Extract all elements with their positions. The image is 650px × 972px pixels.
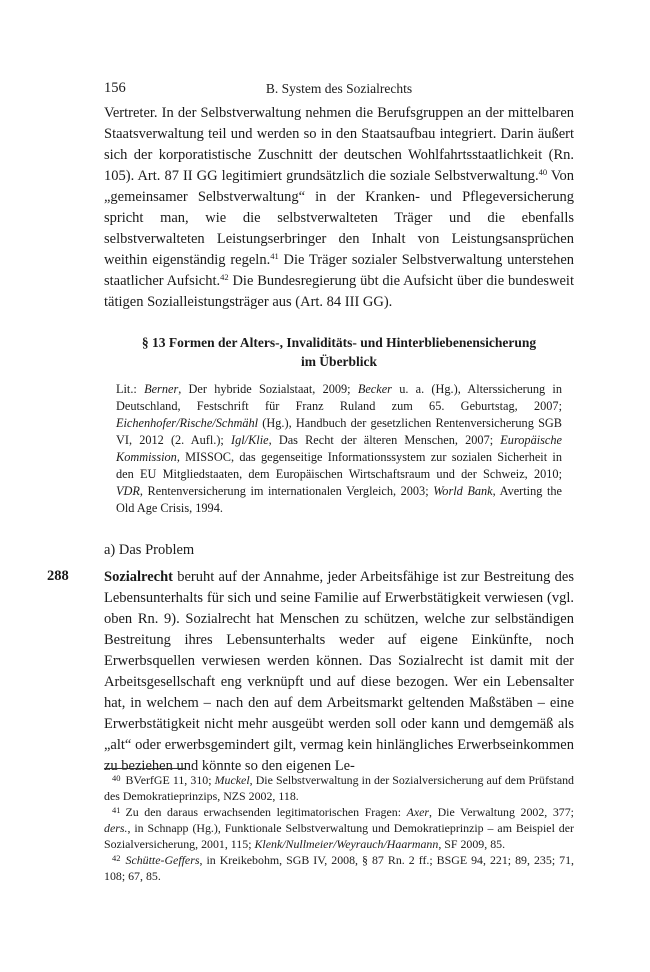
literature-list [116, 381, 562, 517]
citation-text: (Hg.), Handbuch der gesetzlichen Rentenversicherung SGB VI, 2012 (2. Aufl.); [116, 416, 562, 447]
author: Igl/Klie [231, 433, 269, 447]
section-heading-line: im Überblick [300, 354, 378, 369]
margin-number: 288 [47, 568, 69, 584]
footnote-text: , SF 2009, 85. [438, 837, 506, 851]
author: Europäische Kommission [116, 433, 562, 464]
author: ders. [104, 821, 128, 835]
footnote-ref-42[interactable]: 42 [220, 272, 229, 282]
footnote-ref-40[interactable]: 40 [538, 167, 548, 177]
lit-label: Lit.: [116, 382, 145, 396]
citation-text: u. a. (Hg.), Alterssicherung in Deutschland, Festschrift für Franz Ruland zum 65. Geburtstag, 2007; [116, 382, 562, 413]
footnote-text: , in Kreikebohm, SGB IV, 2008, § 87 Rn. 2 ff.; BSGE 94, 221; 89, 235; 71, 108; 67, 85. [104, 853, 574, 883]
paragraph-text: Die Bundesregierung übt die Aufsicht über die bundesweit tätigen Sozialleistungsträger aus (Art. 84 III GG). [104, 273, 574, 310]
citation-text: , Das Recht der älteren Menschen, 2007; [268, 433, 501, 447]
author: Axer [406, 805, 430, 819]
footnote-41: 41 Zu den daraus erwachsenden legitimatorischen Fragen: Axer, Die Verwaltung 2002, 377; ders., in Schnapp (Hg.), Funktionale Selbstverwaltung und Demokratieprinzip – am Beispiel der Sozialversicherung, 2001, 115; Klenk/Nullmeier/Weyrauch/Haarmann, SF 2009, 85. [104, 805, 574, 851]
author: Muckel [214, 773, 250, 787]
author: Eichenhofer/Rische/Schmähl [116, 416, 259, 430]
section-heading [104, 333, 574, 371]
citation-text: , Der hybride Sozialstaat, 2009; [178, 382, 358, 396]
footnote-40: 40 BVerfGE 11, 310; Muckel, Die Selbstverwaltung in der Sozialversicherung auf dem Prüfstand des Demokratieprinzips, NZS 2002, 118. [104, 773, 574, 803]
subsection-heading: a) Das Problem [104, 542, 195, 558]
citation-text: , MISSOC, das gegenseitige Informationssystem zur sozialen Sicherheit in den EU Mitgliedstaaten, dem Europäischen Wirtschaftsraum und der Schweiz, 2010; [116, 450, 562, 481]
footnote-42: 42 Schütte-Geffers, in Kreikebohm, SGB IV, 2008, § 87 Rn. 2 ff.; BSGE 94, 221; 89, 235; 71, 108; 67, 85. [104, 853, 574, 883]
paragraph-text: Die Träger sozialer Selbstverwaltung unterstehen staatlicher Aufsicht. [104, 252, 574, 289]
author: Becker [357, 382, 392, 396]
bold-term: Sozialrecht [104, 569, 173, 585]
footnote-text: , Die Selbstverwaltung in der Sozialversicherung auf dem Prüfstand des Demokratieprinzips, NZS 2002, 118. [104, 773, 574, 803]
paragraph-text: Von „gemeinsamer Selbstverwaltung“ in der Kranken- und Pflegeversicherung spricht man, wie die selbstverwalteten Träger und die ebenfalls selbstverwalteten Leistungserbringer den Inhalt von Leistungsansprüchen weithin eigenständig regeln. [104, 168, 575, 268]
paragraph-text: beruht auf der Annahme, jeder Arbeitsfähige ist zur Bestreitung des Lebensunterhalts für sich und seine Familie auf Erwerbstätigkeit verwiesen (vgl. oben Rn. 9). Sozialrecht hat Menschen zu schützen, welche zur selbständigen Bestreitung ihres Lebensunterhalts weder auf eigene Einkünfte, noch Erwerbsquellen verwiesen werden können. Das Sozialrecht ist damit mit der Arbeitsgesellschaft eng verknüpft und auf diese bezogen. Wer ein Lebensalter hat, in welchem – nach den auf dem Arbeitsmarkt geltenden Maßstäben – eine Erwerbstätigkeit nicht mehr ausgeübt werden soll oder kann und demgemäß als „alt“ oder erwerbsgemindert gilt, vermag kein hinlängliches Erwerbseinkommen zu beziehen und könnte so den eigenen Le- [104, 569, 574, 774]
citation-text: , Averting the Old Age Crisis, 1994. [116, 484, 562, 515]
main-paragraph [104, 567, 574, 777]
footnote-text: , in Schnapp (Hg.), Funktionale Selbstverwaltung und Demokratieprinzip – am Beispiel der Sozialversicherung, 2001, 115; [104, 821, 574, 851]
page-header [104, 80, 574, 100]
author: Schütte-Geffers [125, 853, 200, 867]
section-heading-line: § 13 Formen der Alters-, Invaliditäts- und Hinterbliebenensicherung [141, 335, 537, 350]
footnote-text: BVerfGE 11, 310; [125, 773, 215, 787]
footnote-text: , Die Verwaltung 2002, 377; [429, 805, 574, 819]
author: VDR [116, 484, 140, 498]
author: Berner [144, 382, 179, 396]
running-head: B. System des Sozialrechts [265, 81, 413, 96]
footnote-text: Zu den daraus erwachsenden legitimatorischen Fragen: [125, 805, 407, 819]
paragraph-text: Vertreter. In der Selbstverwaltung nehmen die Berufsgruppen an der mittelbaren Staatsverwaltung teil und werden so in den Staatsaufbau integriert. Darin äußert sich der korporatistische Zuschnitt der deutschen Wohlfahrtsstaatlichkeit (Rn. 105). Art. 87 II GG legitimiert grundsätzlich die soziale Selbstverwaltung. [104, 105, 574, 184]
page-number: 156 [104, 80, 126, 96]
continued-paragraph [104, 103, 574, 313]
footnote-divider [104, 768, 186, 769]
footnote-ref-41[interactable]: 41 [270, 251, 279, 261]
author: Klenk/Nullmeier/Weyrauch/Haarmann [254, 837, 439, 851]
footnotes [104, 772, 574, 884]
citation-text: , Rentenversicherung im internationalen Vergleich, 2003; [139, 484, 434, 498]
author: World Bank [433, 484, 493, 498]
